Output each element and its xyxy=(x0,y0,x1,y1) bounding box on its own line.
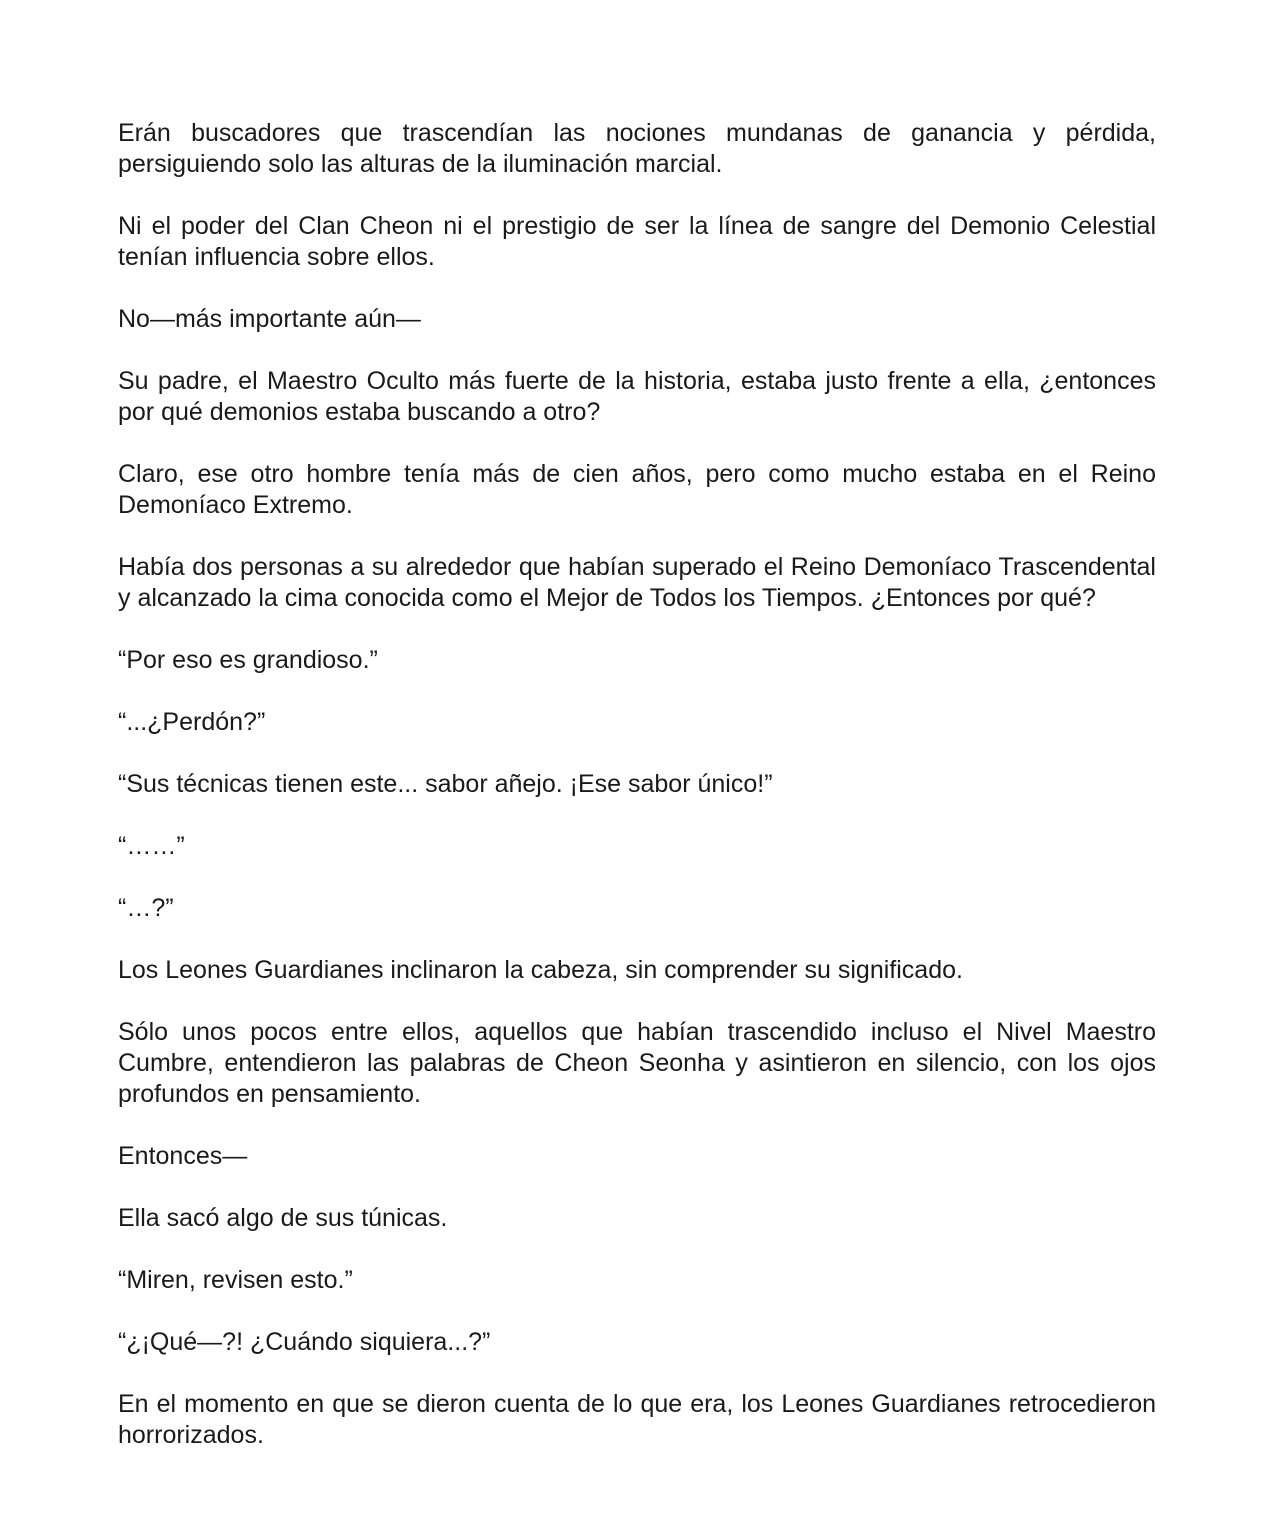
paragraph: Su padre, el Maestro Oculto más fuerte de la historia, estaba justo frente a ella, ¿entonces por qué demonios estaba buscando a otro? xyxy=(118,367,1156,426)
dialogue-line: “Sus técnicas tienen este... sabor añejo. ¡Ese sabor único!” xyxy=(118,770,773,798)
paragraph: Los Leones Guardianes inclinaron la cabeza, sin comprender su significado. xyxy=(118,956,963,984)
paragraph: Ella sacó algo de sus túnicas. xyxy=(118,1204,448,1232)
paragraph: Erán buscadores que trascendían las nociones mundanas de ganancia y pérdida, persiguiendo solo las alturas de la iluminación marcial. xyxy=(118,119,1156,178)
dialogue-line: “Por eso es grandioso.” xyxy=(118,646,378,674)
dialogue-line: “……” xyxy=(118,832,185,860)
paragraph: Había dos personas a su alrededor que habían superado el Reino Demoníaco Trascendental y alcanzado la cima conocida como el Mejor de Todos los Tiempos. ¿Entonces por qué? xyxy=(118,553,1156,612)
paragraph: Claro, ese otro hombre tenía más de cien años, pero como mucho estaba en el Reino Demoníaco Extremo. xyxy=(118,460,1156,519)
dialogue-line: “¿¡Qué—?! ¿Cuándo siquiera...?” xyxy=(118,1328,491,1356)
paragraph: No—más importante aún— xyxy=(118,305,421,333)
dialogue-line: “Miren, revisen esto.” xyxy=(118,1266,353,1294)
paragraph: Sólo unos pocos entre ellos, aquellos que habían trascendido incluso el Nivel Maestro Cumbre, entendieron las palabras de Cheon Seonha y asintieron en silencio, con los ojos profundos en pensamiento. xyxy=(118,1018,1156,1108)
paragraph: En el momento en que se dieron cuenta de lo que era, los Leones Guardianes retrocedieron horrorizados. xyxy=(118,1390,1156,1449)
dialogue-line: “...¿Perdón?” xyxy=(118,708,266,736)
paragraph: Entonces— xyxy=(118,1142,248,1170)
document-page xyxy=(118,118,1156,1482)
dialogue-line: “…?” xyxy=(118,894,174,922)
paragraph: Ni el poder del Clan Cheon ni el prestigio de ser la línea de sangre del Demonio Celestial tenían influencia sobre ellos. xyxy=(118,212,1156,271)
